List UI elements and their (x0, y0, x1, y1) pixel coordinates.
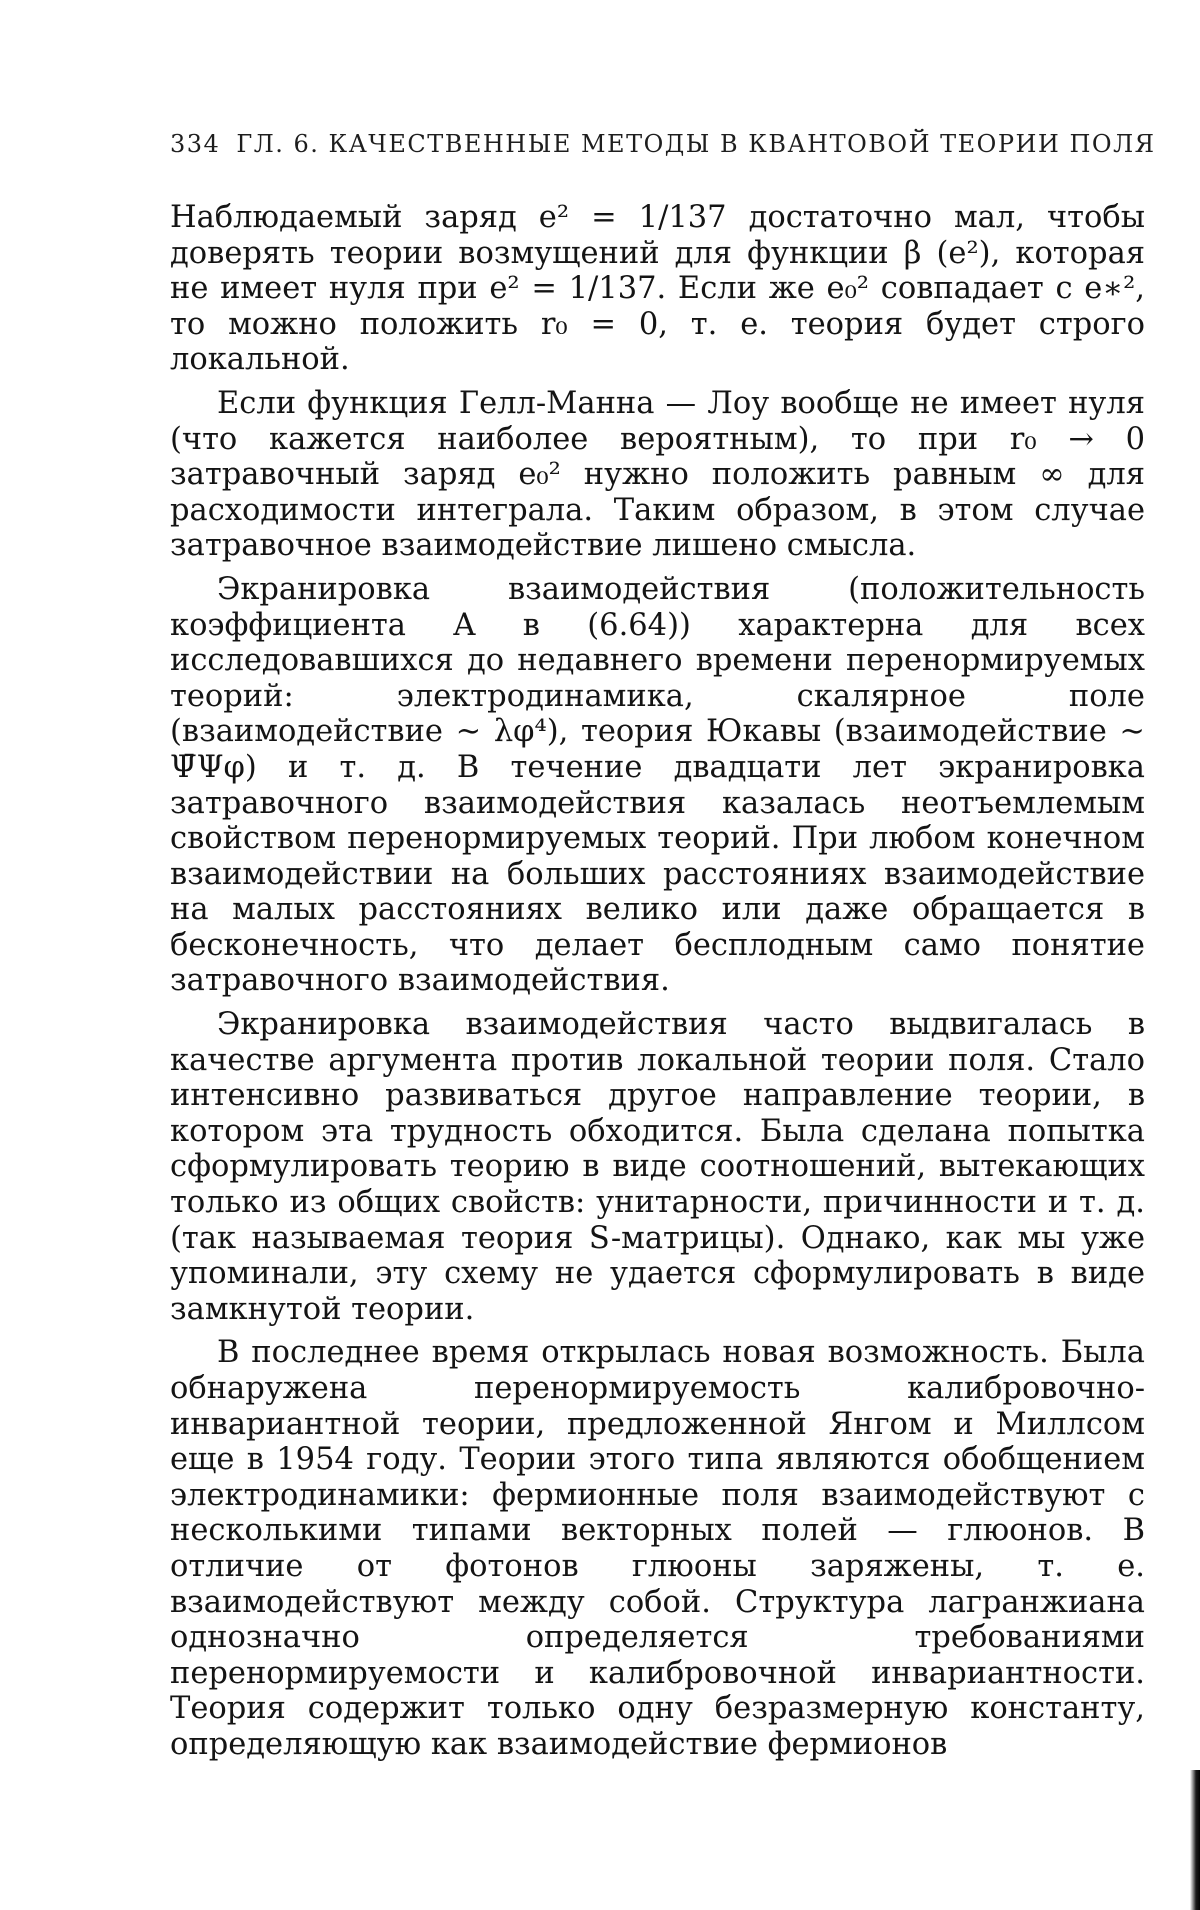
book-page (170, 130, 1156, 1771)
paragraph-1: Наблюдаемый заряд e² = 1/137 достаточно мал, чтобы доверять теории возмущений для функции β (e²), которая не имеет нуля при e² = 1/137. Если же e₀² совпадает с e∗², то можно положить r₀ = 0, т. е. теория будет строго локальной. (170, 200, 1145, 378)
paragraph-4: Экранировка взаимодействия часто выдвигалась в качестве аргумента против локальной теории поля. Стало интенсивно развиваться другое направление теории, в котором эта трудность обходится. Была сделана попытка сформулировать теорию в виде соотношений, вытекающих только из общих свойств: унитарности, причинности и т. д. (так называемая теория S-матрицы). Однако, как мы уже упоминали, эту схему не удается сформулировать в виде замкнутой теории. (170, 1007, 1145, 1327)
running-header (170, 130, 1156, 158)
paragraph-3: Экранировка взаимодействия (положительность коэффициента A в (6.64)) характерна для всех исследовавшихся до недавнего времени перенормируемых теорий: электродинамика, скалярное поле (взаимодействие ∼ λφ⁴), теория Юкавы (взаимодействие ∼ Ψ̄Ψφ) и т. д. В течение двадцати лет экранировка затравочного взаимодействия казалась неотъемлемым свойством перенормируемых теорий. При любом конечном взаимодействии на больших расстояниях взаимодействие на малых расстояниях велико или даже обращается в бесконечность, что делает бесплодным само понятие затравочного взаимодействия. (170, 571, 1145, 999)
paragraph-5: В последнее время открылась новая возможность. Была обнаружена перенормируемость калибровочно-инвариантной теории, предложенной Янгом и Миллсом еще в 1954 году. Теории этого типа являются обобщением электродинамики: фермионные поля взаимодействуют с несколькими типами векторных полей — глюонов. В отличие от фотонов глюоны заряжены, т. е. взаимодействуют между собой. Структура лагранжиана однозначно определяется требованиями перенормируемости и калибровочной инвариантности. Теория содержит только одну безразмерную константу, определяющую как взаимодействие фермионов (170, 1335, 1145, 1762)
paragraph-2: Если функция Гелл-Манна — Лоу вообще не имеет нуля (что кажется наиболее вероятным), то при r₀ → 0 затравочный заряд e₀² нужно положить равным ∞ для расходимости интеграла. Таким образом, в этом случае затравочное взаимодействие лишено смысла. (170, 385, 1145, 564)
page-number: 334 (170, 130, 221, 158)
scan-edge-shadow (1190, 1770, 1200, 1910)
chapter-title: ГЛ. 6. КАЧЕСТВЕННЫЕ МЕТОДЫ В КВАНТОВОЙ ТЕОРИИ ПОЛЯ (236, 130, 1156, 158)
